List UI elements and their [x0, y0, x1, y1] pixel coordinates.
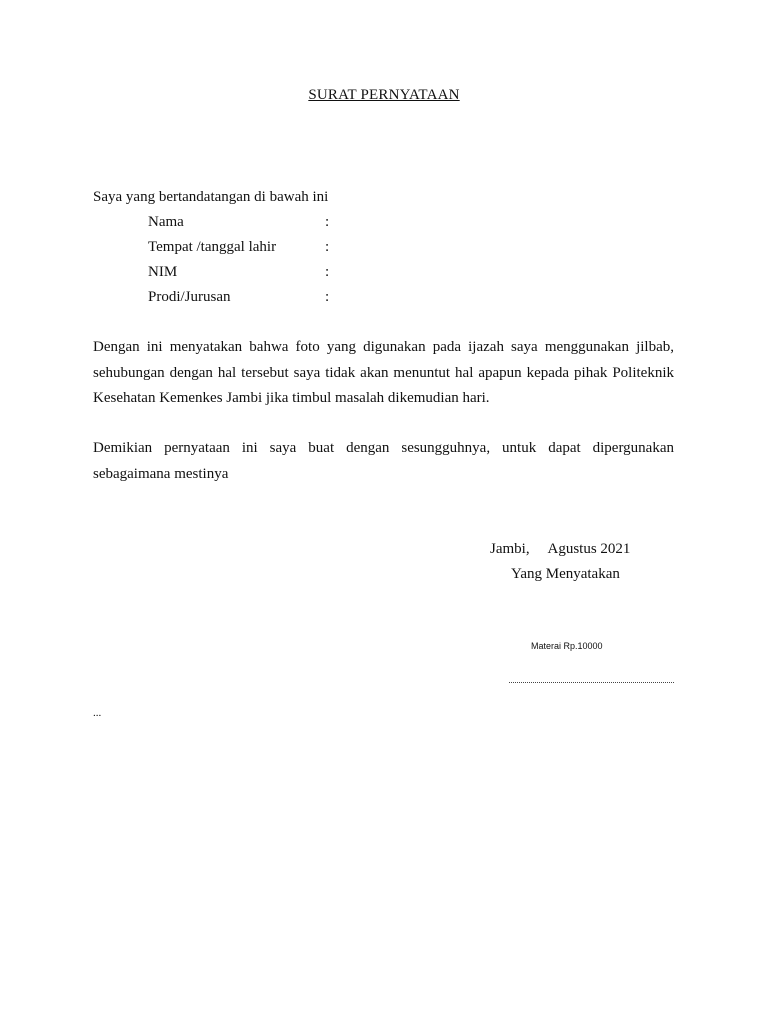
field-row-nim	[148, 264, 448, 289]
field-row-prodi-jurusan	[148, 289, 448, 314]
footer-dots: ...	[93, 707, 102, 719]
field-label: Nama	[148, 214, 184, 230]
field-label: Tempat /tanggal lahir	[148, 239, 277, 255]
field-colon: :	[325, 214, 330, 230]
field-row-nama	[148, 214, 448, 239]
document-title: SURAT PERNYATAAN	[308, 87, 460, 103]
field-colon: :	[325, 264, 330, 280]
stamp-note: Materai Rp.10000	[531, 641, 603, 651]
field-label: NIM	[148, 264, 178, 280]
identity-fields	[148, 214, 448, 314]
intro-text: Saya yang bertandatangan di bawah ini	[93, 189, 329, 205]
signer-label: Yang Menyatakan	[511, 566, 620, 582]
signature-line	[509, 674, 674, 683]
statement-paragraph: Dengan ini menyatakan bahwa foto yang digunakan pada ijazah saya menggunakan jilbab, sehubungan dengan hal tersebut saya tidak akan menuntut hal apapun kepada pihak Politeknik Kesehatan Kemenkes Jambi jika timbul masalah dikemudian hari.	[93, 339, 674, 406]
field-label: Prodi/Jurusan	[148, 289, 231, 305]
closing-paragraph: Demikian pernyataan ini saya buat dengan sesungguhnya, untuk dapat dipergunakan sebagaimana mestinya	[93, 440, 674, 482]
field-colon: :	[325, 289, 330, 305]
place-date: Jambi, Agustus 2021	[490, 541, 631, 557]
field-row-tempat-tanggal-lahir	[148, 239, 448, 264]
field-colon: :	[325, 239, 330, 255]
